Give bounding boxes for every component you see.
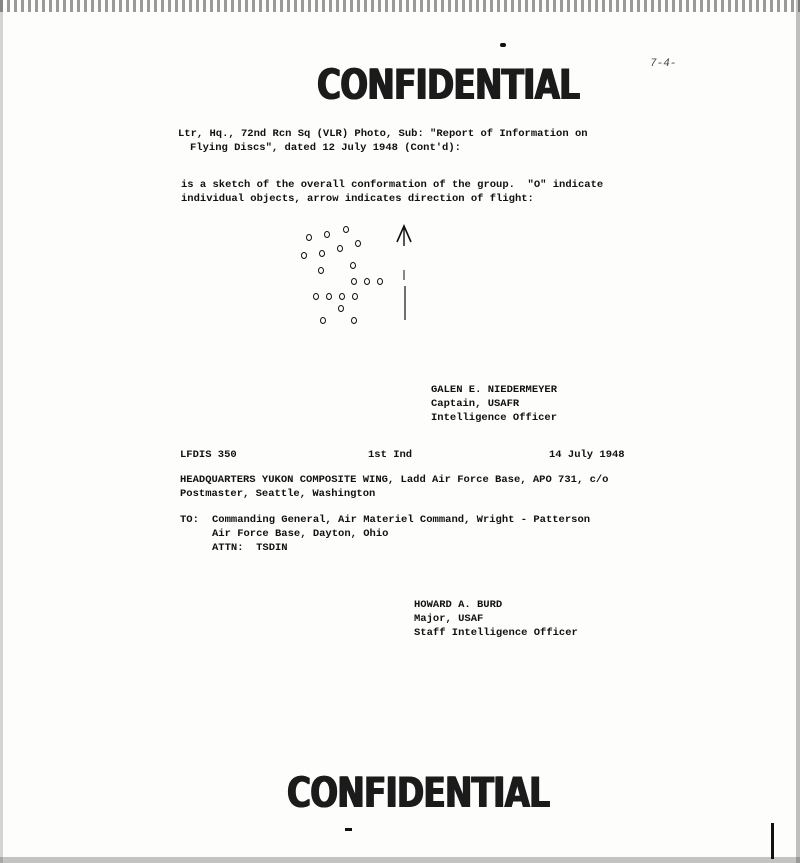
object-marker <box>343 226 349 233</box>
endorsement-from-line-1: HEADQUARTERS YUKON COMPOSITE WING, Ladd Air Force Base, APO 731, c/o <box>180 474 609 486</box>
signature2-rank: Major, USAF <box>414 613 484 625</box>
confidential-stamp-top: CONFIDENTIAL <box>317 60 580 109</box>
scan-edge-left <box>0 0 3 863</box>
signature2-name: HOWARD A. BURD <box>414 599 503 611</box>
signature1-name: GALEN E. NIEDERMEYER <box>431 384 558 396</box>
scan-mark-right <box>771 823 774 859</box>
body-line-1: is a sketch of the overall conformation of the group. "O" indicate <box>181 179 604 191</box>
object-marker <box>306 234 312 241</box>
scan-edge-top <box>0 0 800 12</box>
endorsement-to-label: TO: <box>180 514 199 526</box>
object-marker <box>318 267 324 274</box>
object-marker <box>319 250 325 257</box>
scan-edge-right <box>796 0 800 863</box>
object-marker <box>377 278 383 285</box>
object-marker <box>364 278 370 285</box>
signature1-rank: Captain, USAFR <box>431 398 520 410</box>
object-marker <box>320 317 326 324</box>
object-marker <box>351 317 357 324</box>
signature2-title: Staff Intelligence Officer <box>414 627 578 639</box>
scan-mark-bottom <box>345 828 352 831</box>
header-line-2: Flying Discs", dated 12 July 1948 (Cont'd): <box>190 142 461 154</box>
endorsement-file-number: LFDIS 350 <box>180 449 237 461</box>
endorsement-to-line-1: Commanding General, Air Materiel Command, Wright - Patterson <box>212 514 591 526</box>
object-marker <box>339 293 345 300</box>
body-line-2: individual objects, arrow indicates direction of flight: <box>181 193 534 205</box>
flight-direction-arrow-icon <box>394 222 414 322</box>
endorsement-to-line-2: Air Force Base, Dayton, Ohio <box>212 528 389 540</box>
object-marker <box>352 293 358 300</box>
header-line-1: Ltr, Hq., 72nd Rcn Sq (VLR) Photo, Sub: "Report of Information on <box>178 128 588 140</box>
object-marker <box>313 293 319 300</box>
object-marker <box>351 278 357 285</box>
scan-edge-bottom <box>0 857 800 863</box>
object-marker <box>355 240 361 247</box>
object-marker <box>326 293 332 300</box>
object-marker <box>338 305 344 312</box>
scan-mark-top <box>500 43 506 47</box>
object-marker <box>350 262 356 269</box>
margin-note: 7-4- <box>650 58 677 70</box>
object-marker <box>324 231 330 238</box>
object-marker <box>337 245 343 252</box>
formation-sketch <box>290 220 430 340</box>
endorsement-date: 14 July 1948 <box>549 449 625 461</box>
endorsement-attn: ATTN: TSDIN <box>212 542 288 554</box>
confidential-stamp-bottom: CONFIDENTIAL <box>287 768 550 817</box>
object-marker <box>301 252 307 259</box>
endorsement-indorsement: 1st Ind <box>368 449 413 461</box>
endorsement-from-line-2: Postmaster, Seattle, Washington <box>180 488 376 500</box>
signature1-title: Intelligence Officer <box>431 412 558 424</box>
